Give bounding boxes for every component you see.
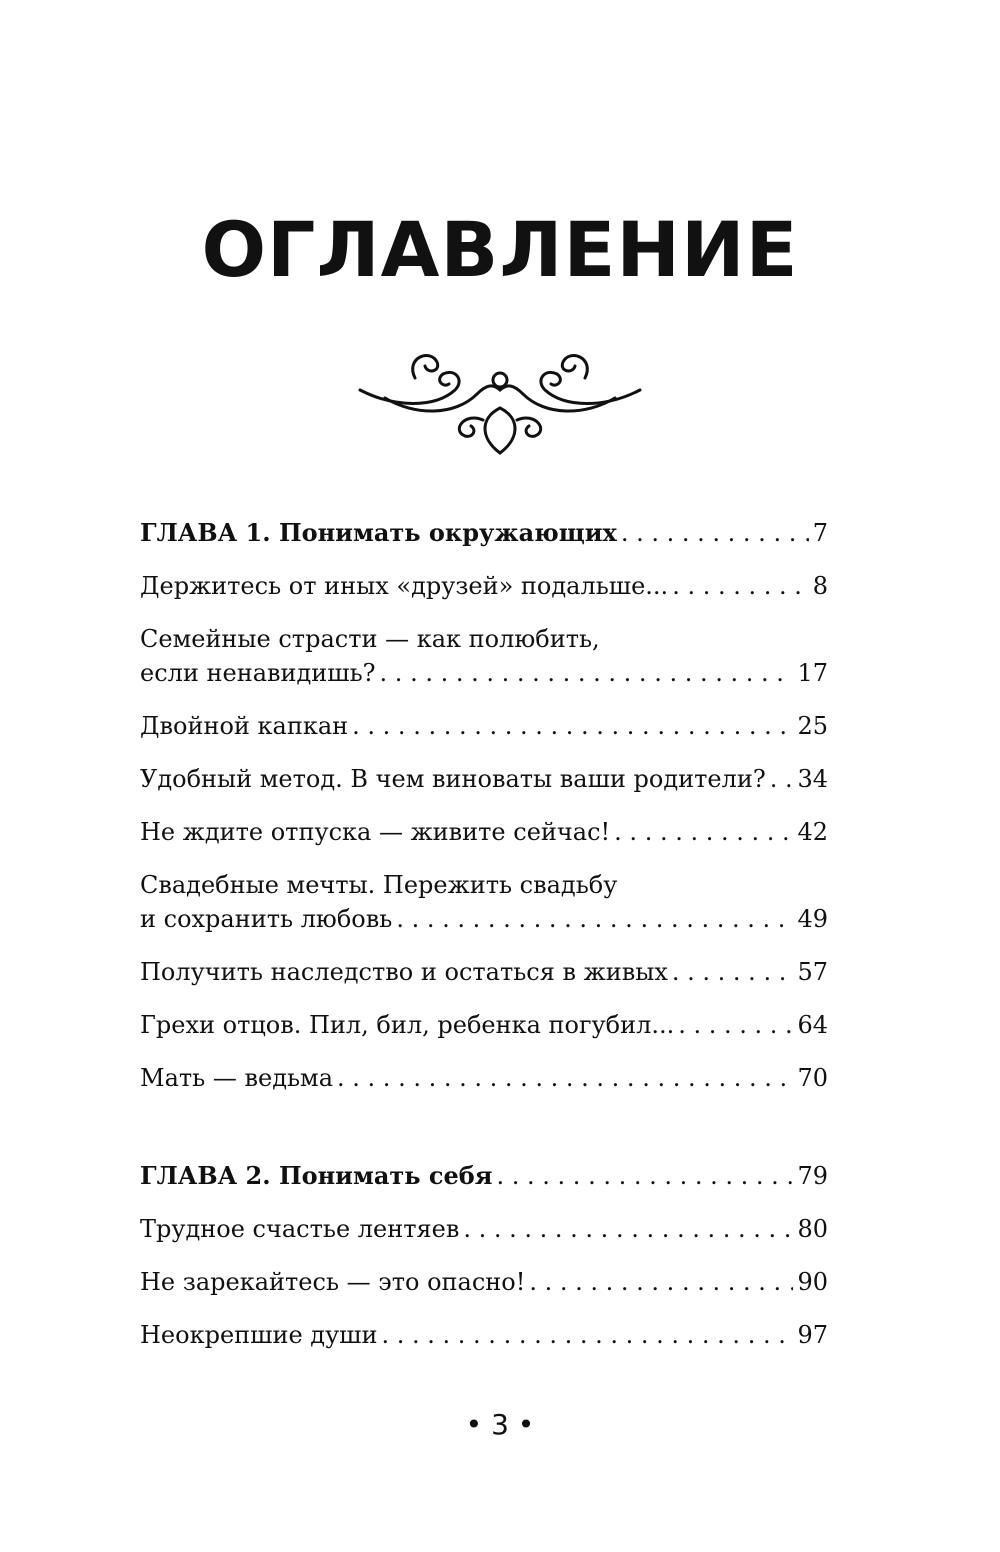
dot-leader <box>382 1318 794 1352</box>
page-number: 57 <box>797 958 828 986</box>
entry-title: Грехи отцов. Пил, бил, ребенка погубил... <box>140 1011 675 1039</box>
dot-leader <box>352 709 793 743</box>
dot-leader <box>337 1061 793 1095</box>
dot-leader <box>621 516 809 550</box>
entry-title: Держитесь от иных «друзей» подальше... <box>140 572 669 600</box>
toc-entry[interactable] <box>140 1212 828 1246</box>
page-number: 90 <box>797 1268 828 1296</box>
entry-title-line1: Семейные страсти — как полюбить, <box>140 625 600 653</box>
page-number: 34 <box>797 765 828 793</box>
page-number: 80 <box>797 1215 828 1243</box>
dot-leader <box>672 955 794 989</box>
toc-entry[interactable] <box>140 868 828 936</box>
toc-entry[interactable] <box>140 1265 828 1299</box>
dot-leader <box>396 902 793 936</box>
chapter-heading[interactable] <box>140 516 828 550</box>
page-number: 97 <box>797 1321 828 1349</box>
toc-entry[interactable] <box>140 1061 828 1095</box>
entry-title: Трудное счастье лентяев <box>140 1215 460 1243</box>
dot-leader <box>770 762 794 796</box>
page-number: 49 <box>797 905 828 933</box>
page-number: 79 <box>797 1162 828 1190</box>
entry-title: и сохранить любовь <box>140 905 393 933</box>
dot-leader <box>529 1265 793 1299</box>
page-number: 7 <box>812 519 828 547</box>
page-number: 42 <box>797 818 828 846</box>
entry-title: Мать — ведьма <box>140 1064 334 1092</box>
page-number: 64 <box>797 1011 828 1039</box>
toc-entry[interactable] <box>140 955 828 989</box>
entry-title: Неокрепшие души <box>140 1321 378 1349</box>
toc-entry[interactable] <box>140 815 828 849</box>
chapter-2 <box>140 1159 828 1352</box>
toc-entry[interactable] <box>140 762 828 796</box>
entry-title: Получить наследство и остаться в живых <box>140 958 668 986</box>
chapter-1 <box>140 516 828 1095</box>
entry-title: Удобный метод. В чем виноваты ваши родители? <box>140 765 766 793</box>
dot-leader <box>672 569 809 603</box>
entry-title: Двойной капкан <box>140 712 349 740</box>
toc-entry[interactable] <box>140 1008 828 1042</box>
toc-entry[interactable] <box>140 622 828 690</box>
toc-entry[interactable] <box>140 709 828 743</box>
entry-title: если ненавидишь? <box>140 659 376 687</box>
page-title: ОГЛАВЛЕНИЕ <box>201 205 799 294</box>
dot-leader <box>678 1008 793 1042</box>
chapter-title: ГЛАВА 2. Понимать себя <box>140 1161 493 1190</box>
dot-leader <box>463 1212 793 1246</box>
chapter-heading[interactable] <box>140 1159 828 1193</box>
dot-leader <box>380 656 794 690</box>
entry-title: Не ждите отпуска — живите сейчас! <box>140 818 611 846</box>
dot-leader <box>497 1159 794 1193</box>
table-of-contents <box>140 516 828 1416</box>
page-number: 8 <box>812 572 828 600</box>
entry-title: Не зарекайтесь — это опасно! <box>140 1268 526 1296</box>
toc-entry[interactable] <box>140 569 828 603</box>
page-number: 17 <box>797 659 828 687</box>
page-number: 70 <box>797 1064 828 1092</box>
toc-entry[interactable] <box>140 1318 828 1352</box>
chapter-title: ГЛАВА 1. Понимать окружающих <box>140 518 617 547</box>
page-folio: • 3 • <box>465 1408 535 1441</box>
page-number: 25 <box>797 712 828 740</box>
flourish-ornament-icon <box>355 338 645 458</box>
dot-leader <box>614 815 793 849</box>
entry-title-line1: Свадебные мечты. Пережить свадьбу <box>140 871 618 899</box>
